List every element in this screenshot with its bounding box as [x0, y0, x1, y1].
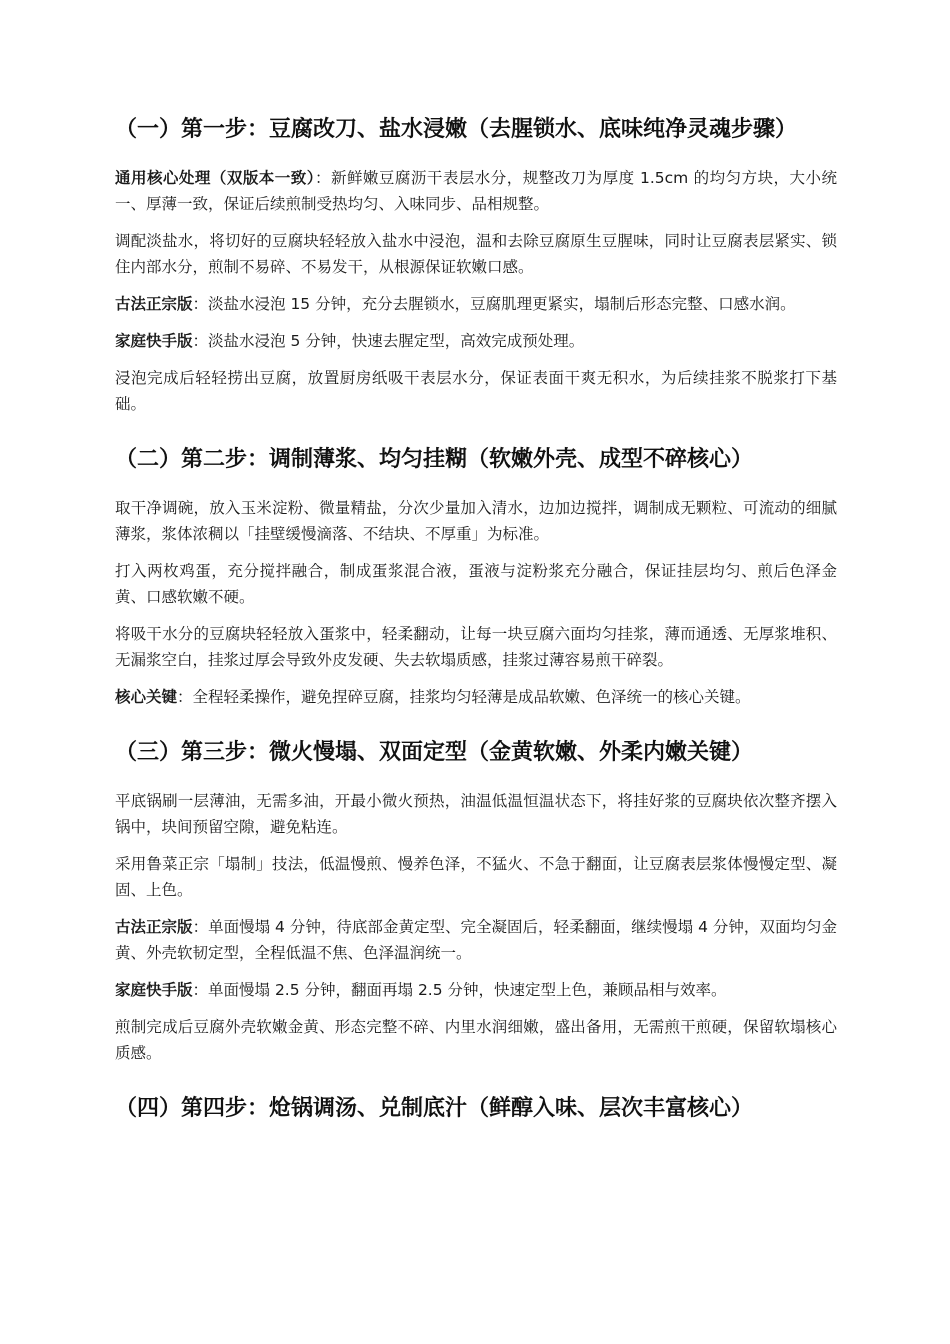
paragraph-text: 调配淡盐水，将切好的豆腐块轻轻放入盐水中浸泡，温和去除豆腐原生豆腥味，同时让豆腐表层紧实、锁住内部水分，煎制不易碎、不易发干，从根源保证软嫩口感。 — [115, 232, 837, 276]
section-heading: （四）第四步：炝锅调汤、兑制底汁（鲜醇入味、层次丰富核心） — [115, 1096, 754, 1121]
paragraph — [115, 165, 837, 217]
paragraph-text: 将吸干水分的豆腐块轻轻放入蛋浆中，轻柔翻动，让每一块豆腐六面均匀挂浆，薄而通透、无厚浆堆积、无漏浆空白，挂浆过厚会导致外皮发硬、失去软塌质感，挂浆过薄容易煎干碎裂。 — [115, 625, 837, 669]
paragraph-text: 平底锅刷一层薄油，无需多油，开最小微火预热，油温低温恒温状态下，将挂好浆的豆腐块依次整齐摆入锅中，块间预留空隙，避免粘连。 — [115, 792, 837, 836]
paragraph-text: 浸泡完成后轻轻捞出豆腐，放置厨房纸吸干表层水分，保证表面干爽无积水，为后续挂浆不脱浆打下基础。 — [115, 369, 837, 413]
paragraph — [115, 495, 837, 547]
document-page — [115, 112, 837, 1144]
paragraph — [115, 558, 837, 610]
paragraph — [115, 977, 837, 1003]
paragraph — [115, 291, 837, 317]
section-heading: （二）第二步：调制薄浆、均匀挂糊（软嫩外壳、成型不碎核心） — [115, 447, 754, 472]
paragraph-label: 古法正宗版 — [115, 295, 193, 313]
paragraph — [115, 788, 837, 840]
paragraph-text: 打入两枚鸡蛋，充分搅拌融合，制成蛋浆混合液，蛋液与淀粉浆充分融合，保证挂层均匀、煎后色泽金黄、口感软嫩不硬。 — [115, 562, 837, 606]
paragraph-text: ：全程轻柔操作，避免捏碎豆腐，挂浆均匀轻薄是成品软嫩、色泽统一的核心关键。 — [177, 688, 751, 706]
paragraph-label: 古法正宗版 — [115, 918, 193, 936]
paragraph — [115, 621, 837, 673]
section-step-1 — [115, 112, 837, 417]
paragraph-label: 家庭快手版 — [115, 332, 193, 350]
paragraph — [115, 684, 837, 710]
paragraph-label: 核心关键 — [115, 688, 178, 706]
paragraph-text: ：单面慢塌 2.5 分钟，翻面再塌 2.5 分钟，快速定型上色，兼顾品相与效率。 — [192, 981, 727, 999]
paragraph-text: ：单面慢塌 4 分钟，待底部金黄定型、完全凝固后，轻柔翻面，继续慢塌 4 分钟，双面均匀金黄、外壳软韧定型，全程低温不焦、色泽温润统一。 — [115, 918, 837, 962]
paragraph-text: ：淡盐水浸泡 15 分钟，充分去腥锁水，豆腐肌理更紧实，塌制后形态完整、口感水润。 — [192, 295, 796, 313]
paragraph — [115, 1014, 837, 1066]
paragraph-text: 采用鲁菜正宗「塌制」技法，低温慢煎、慢养色泽，不猛火、不急于翻面，让豆腐表层浆体慢慢定型、凝固、上色。 — [115, 855, 837, 899]
paragraph-text: ：淡盐水浸泡 5 分钟，快速去腥定型，高效完成预处理。 — [192, 332, 585, 350]
paragraph-text: 煎制完成后豆腐外壳软嫩金黄、形态完整不碎、内里水润细嫩，盛出备用，无需煎干煎硬，保留软塌核心质感。 — [115, 1018, 837, 1062]
paragraph — [115, 851, 837, 903]
paragraph — [115, 228, 837, 280]
section-heading: （三）第三步：微火慢塌、双面定型（金黄软嫩、外柔内嫩关键） — [115, 740, 754, 765]
paragraph-label: 家庭快手版 — [115, 981, 193, 999]
paragraph-label: 通用核心处理（双版本一致） — [115, 169, 315, 187]
section-step-2 — [115, 442, 837, 710]
paragraph — [115, 365, 837, 417]
section-step-4 — [115, 1091, 837, 1126]
section-step-3 — [115, 735, 837, 1066]
paragraph — [115, 914, 837, 966]
paragraph-text: 取干净调碗，放入玉米淀粉、微量精盐，分次少量加入清水，边加边搅拌，调制成无颗粒、可流动的细腻薄浆，浆体浓稠以「挂壁缓慢滴落、不结块、不厚重」为标准。 — [115, 499, 837, 543]
paragraph-text: ：新鲜嫩豆腐沥干表层水分，规整改刀为厚度 1.5cm 的均匀方块，大小统一、厚薄一致，保证后续煎制受热均匀、入味同步、品相规整。 — [115, 169, 837, 213]
paragraph — [115, 328, 837, 354]
section-heading: （一）第一步：豆腐改刀、盐水浸嫩（去腥锁水、底味纯净灵魂步骤） — [115, 117, 798, 142]
